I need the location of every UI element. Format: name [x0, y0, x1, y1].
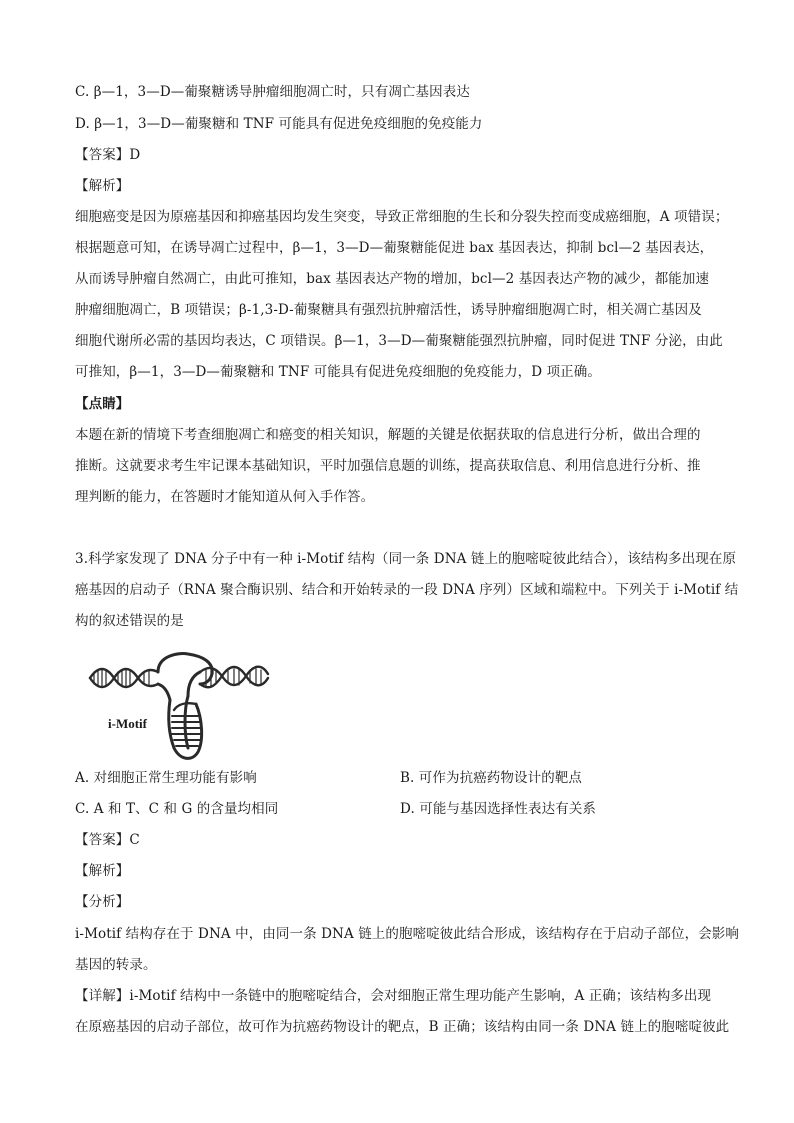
- q2-option-c: C. β—1，3—D—葡聚糖诱导肿瘤细胞凋亡时，只有凋亡基因表达: [75, 84, 470, 100]
- q2-analysis-line: 肿瘤细胞凋亡，B 项错误；β-1,3-D-葡聚糖具有强烈抗肿瘤活性，诱导肿瘤细胞凋亡时，相关凋亡基因及: [75, 302, 702, 318]
- i-motif-dna-figure: [88, 652, 270, 766]
- q3-stem-line: 癌基因的启动子（RNA 聚合酶识别、结合和开始转录的一段 DNA 序列）区域和端粒中。下列关于 i-Motif 结: [75, 582, 739, 598]
- q2-points-line: 推断。这就要求考生牢记课本基础知识，平时加强信息题的训练，提高获取信息、利用信息进行分析、推: [75, 458, 701, 474]
- q3-fenxi-heading: 【分析】: [75, 894, 130, 910]
- q3-fenxi-line: 基因的转录。: [75, 957, 157, 973]
- q3-option-a: A. 对细胞正常生理功能有影响: [75, 770, 257, 786]
- q3-analysis-heading: 【解析】: [75, 863, 130, 879]
- q2-analysis-line: 可推知，β—1，3—D—葡聚糖和 TNF 可能具有促进免疫细胞的免疫能力，D 项正确。: [75, 364, 601, 380]
- q2-analysis-line: 细胞代谢所必需的基因均表达，C 项错误。β—1，3—D—葡聚糖能强烈抗肿瘤，同时促进 TNF 分泌，由此: [75, 333, 723, 349]
- q3-option-c: C. A 和 T、C 和 G 的含量均相同: [75, 801, 279, 817]
- q2-points-line: 本题在新的情境下考查细胞凋亡和癌变的相关知识，解题的关键是依据获取的信息进行分析，做出合理的: [75, 427, 701, 443]
- q2-analysis-line: 根据题意可知，在诱导凋亡过程中，β—1，3—D—葡聚糖能促进 bax 基因表达，抑制 bcl—2 基因表达，: [75, 240, 714, 256]
- q3-fenxi-line: i-Motif 结构存在于 DNA 中，由同一条 DNA 链上的胞嘧啶彼此结合形成，该结构存在于启动子部位，会影响: [75, 926, 739, 942]
- q2-answer: 【答案】D: [75, 147, 141, 163]
- q2-points-line: 理判断的能力，在答题时才能知道从何入手作答。: [75, 489, 375, 505]
- q3-stem-line: 3.科学家发现了 DNA 分子中有一种 i-Motif 结构（同一条 DNA 链上的胞嘧啶彼此结合），该结构多出现在原: [75, 551, 737, 567]
- q2-option-d: D. β—1，3—D—葡聚糖和 TNF 可能具有促进免疫细胞的免疫能力: [75, 116, 483, 132]
- q2-analysis-line: 从而诱导肿瘤自然凋亡，由此可推知，bax 基因表达产物的增加，bcl—2 基因表达产物的减少，都能加速: [75, 271, 710, 287]
- q2-points-heading: 【点睛】: [75, 396, 130, 412]
- q3-option-b: B. 可作为抗癌药物设计的靶点: [400, 770, 583, 786]
- q2-analysis-heading: 【解析】: [75, 178, 130, 194]
- q3-option-d: D. 可能与基因选择性表达有关系: [400, 801, 597, 817]
- q3-answer: 【答案】C: [75, 832, 140, 848]
- q3-detail-line: 在原癌基因的启动子部位，故可作为抗癌药物设计的靶点，B 正确；该结构由同一条 DNA 链上的胞嘧啶彼此: [75, 1019, 730, 1035]
- q2-analysis-line: 细胞癌变是因为原癌基因和抑癌基因均发生突变，导致正常细胞的生长和分裂失控而变成癌细胞，A 项错误；: [75, 209, 729, 225]
- q3-stem-line: 构的叙述错误的是: [75, 613, 184, 629]
- q3-detail-line: 【详解】i-Motif 结构中一条链中的胞嘧啶结合，会对细胞正常生理功能产生影响，A 正确；该结构多出现: [75, 988, 712, 1004]
- figure-label: i-Motif: [108, 716, 147, 731]
